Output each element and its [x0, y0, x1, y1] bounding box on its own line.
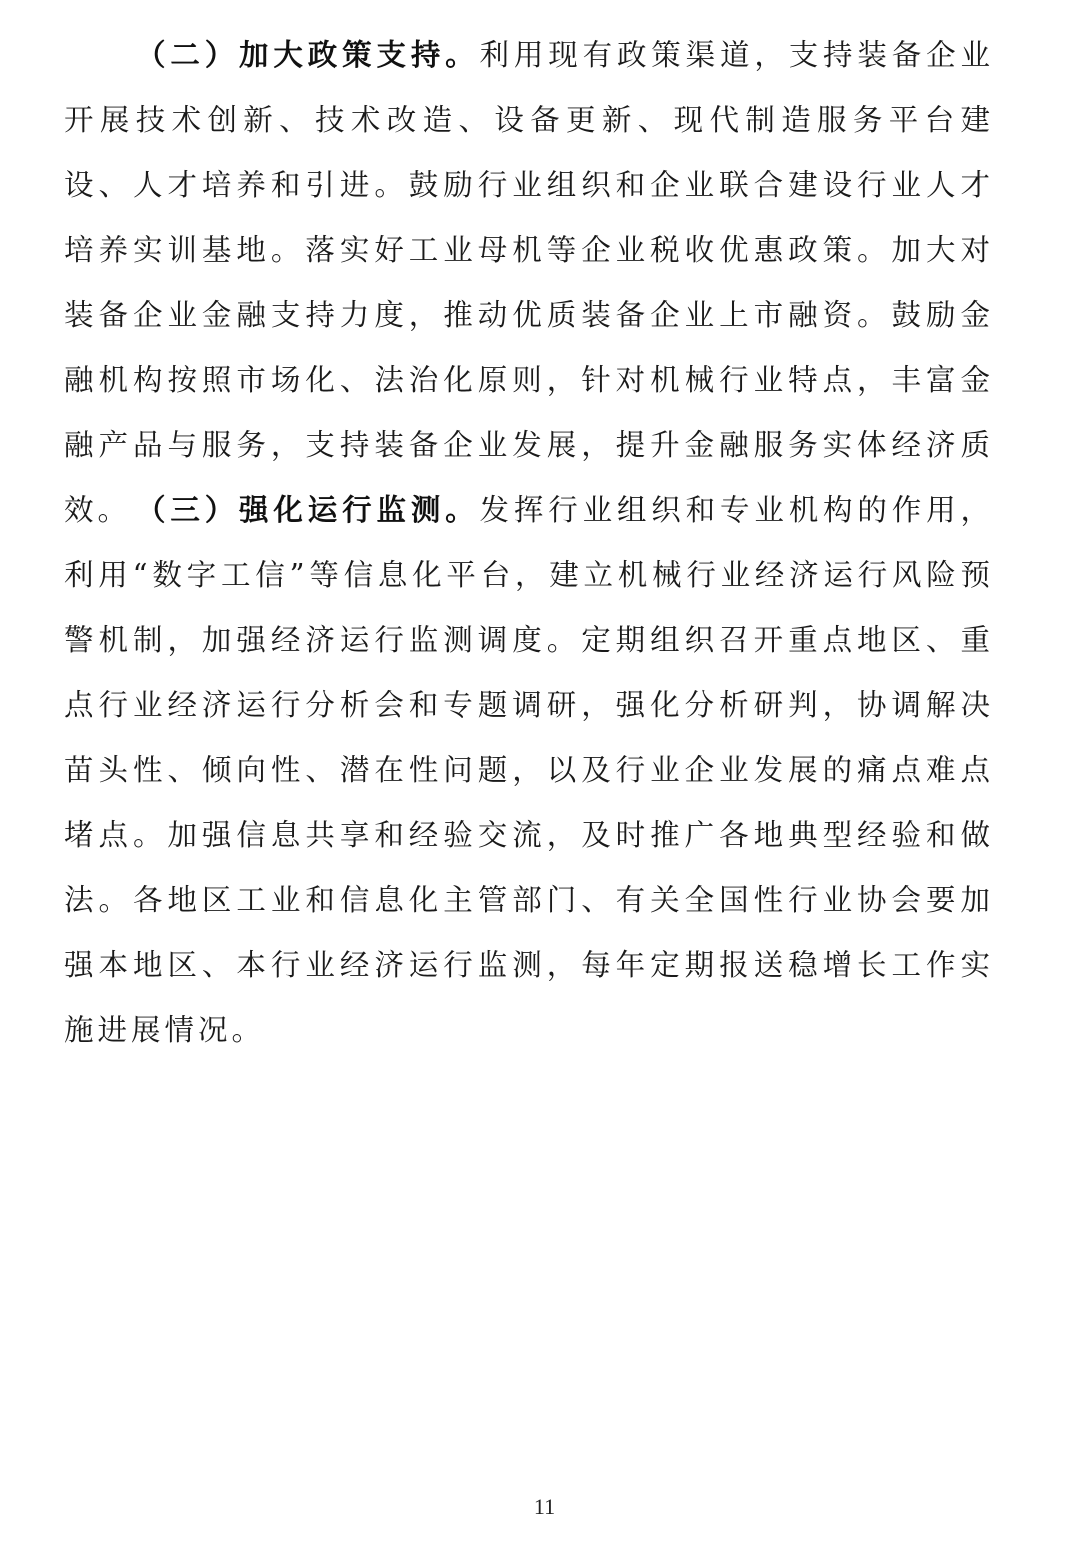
section-heading-policy-support: （二）加大政策支持。	[136, 37, 480, 72]
section-body-operation-monitoring: 发挥行业组织和专业机构的作用，利用“数字工信”等信息化平台，建立机械行业经济运行风险预警机制，加强经济运行监测调度。定期组织召开重点地区、重点行业经济运行分析会和专题调研，强化分析研判，协调解决苗头性、倾向性、潜在性问题，以及行业企业发展的痛点难点堵点。加强信息共享和经验交流，及时推广各地典型经验和做法。各地区工业和信息化主管部门、有关全国性行业协会要加强本地区、本行业经济运行监测，每年定期报送稳增长工作实施进展情况。	[64, 493, 994, 1047]
section-body-policy-support: 利用现有政策渠道，支持装备企业开展技术创新、技术改造、设备更新、现代制造服务平台建设、人才培养和引进。鼓励行业组织和企业联合建设行业人才培养实训基地。落实好工业母机等企业税收优惠政策。加大对装备企业金融支持力度，推动优质装备企业上市融资。鼓励金融机构按照市场化、法治化原则，针对机械行业特点，丰富金融产品与服务，支持装备企业发展，提升金融服务实体经济质效。	[64, 38, 994, 527]
section-paragraph-policy-support	[64, 22, 994, 543]
page-number: 11	[533, 1494, 556, 1519]
section-heading-operation-monitoring: （三）强化运行监测。	[136, 492, 480, 527]
section-paragraph-operation-monitoring	[64, 477, 994, 1063]
